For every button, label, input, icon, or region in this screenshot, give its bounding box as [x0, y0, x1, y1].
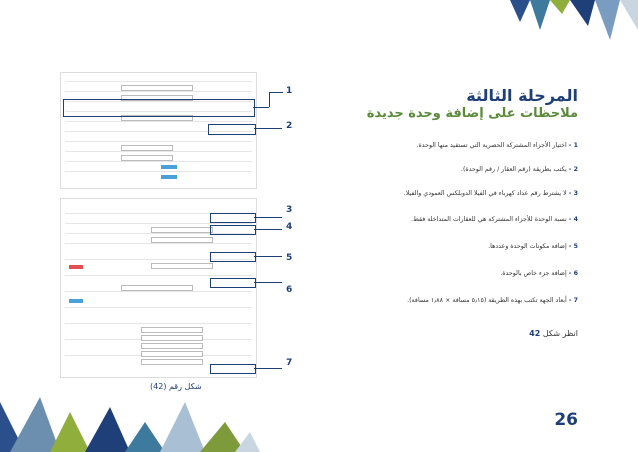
page-number: 26: [554, 410, 578, 430]
form-button[interactable]: [161, 175, 177, 179]
highlight-box-5: [210, 252, 256, 262]
form-button[interactable]: [69, 299, 83, 303]
decor-bottom-left: [0, 392, 260, 452]
callout-2: 2: [286, 121, 293, 131]
note-6: 6 - إضافة جزء خاص بالوحدة.: [500, 270, 578, 277]
note-4: 4 - نسبة الوحدة للأجزاء المشتركة هي للعقارات المتداخلة فقط.: [411, 216, 578, 223]
form-input[interactable]: [151, 227, 213, 233]
highlight-box-6: [210, 278, 256, 288]
callout-3: 3: [286, 205, 293, 215]
highlight-box-2: [208, 124, 256, 135]
callout-4: 4: [286, 222, 293, 232]
form-button[interactable]: [161, 165, 177, 169]
figure-caption: شكل رقم (42): [150, 382, 202, 391]
highlight-box-7: [210, 364, 256, 374]
page-heading: المرحلة الثالثة: [466, 86, 578, 105]
note-7: 7 - أبعاد الجهة تكتب بهذه الطريقة (٥٫١٥ مسافة × ١٫٨٨ مسافة).: [407, 297, 578, 304]
callout-6: 6: [286, 285, 293, 295]
form-input[interactable]: [141, 343, 203, 349]
page-subheading: ملاحظات على إضافة وحدة جديدة: [366, 106, 578, 121]
highlight-box-4: [210, 225, 256, 235]
callout-1: 1: [286, 86, 293, 96]
callout-7: 7: [286, 358, 293, 368]
form-input[interactable]: [141, 335, 203, 341]
form-input[interactable]: [141, 351, 203, 357]
form-input[interactable]: [151, 263, 213, 269]
form-input[interactable]: [151, 237, 213, 243]
form-input[interactable]: [141, 327, 203, 333]
form-input[interactable]: [121, 145, 173, 151]
highlight-box-3: [210, 213, 256, 223]
note-1: 1 - اختيار الأجزاء المشتركة الحصرية التي تستفيد منها الوحدة.: [416, 142, 578, 149]
form-input[interactable]: [121, 155, 173, 161]
figure-reference: انظر شكل 42: [529, 329, 578, 338]
form-input[interactable]: [141, 359, 203, 365]
note-5: 5 - إضافة مكونات الوحدة وعددها.: [488, 243, 578, 250]
note-3: 3 - لا يشترط رقم عداد كهرباء في الفيلا الدوبلكس العمودي والفيلا.: [403, 190, 578, 197]
callout-5: 5: [286, 253, 293, 263]
form-input[interactable]: [121, 285, 193, 291]
decor-top-right: [470, 0, 638, 60]
note-2: 2 - يكتب بطريقة (رقم العقار / رقم الوحدة).: [460, 166, 578, 173]
form-input[interactable]: [121, 85, 193, 91]
remove-button[interactable]: [69, 265, 83, 269]
highlight-box-1: [63, 99, 255, 117]
